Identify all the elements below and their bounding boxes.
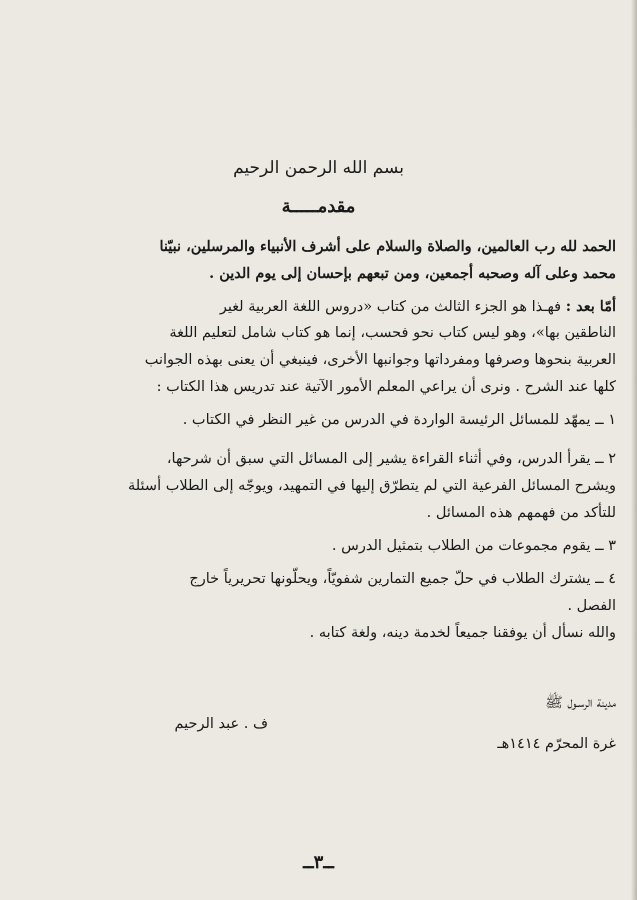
amma-rest: فهـذا هو الجزء الثالث من كتاب «دروس اللغة العربية لغير [219,299,562,315]
intro-line-1: الحمد لله رب العالمين، والصلاة والسلام على أشرف الأنبياء والمرسلين، نبيّنا [159,238,616,255]
signature-city: مدينة الرسـول ﷺ [545,695,616,711]
page-number: ــ٣ــ [303,852,334,873]
intro-line-2: محمد وعلى آله وصحبه أجمعين، ومن تبعهم بإحسان إلى يوم الدين . [209,265,616,282]
closing-line: والله نسأل أن يوفقنا جميعاً لخدمة دينه، ولغة كتابه . [309,625,616,641]
item-2-line-3: للتأكد من فهمهم هذه المسائل . [426,505,616,521]
item-4-line-1: ٤ ــ يشترك الطلاب في حلّ جميع التمارين شفويّاً، ويحلّونها تحريرياً خارج [189,571,616,587]
page-edge-shadow [631,0,637,900]
signature-date: غرة المحرّم ١٤١٤هـ [497,736,616,752]
paragraph-line-3: كلها عند الشرح . ونرى أن يراعي المعلم الأمور الآتية عند تدريس هذا الكتاب : [156,379,616,395]
amma-lead: أمّا بعد : [565,298,616,315]
basmala: بسم الله الرحمن الرحيم [233,158,404,178]
amma-line [92,293,616,320]
paragraph-line-2: العربية بنحوها وصرفها ومفرداتها وجوانبها الأخرى، فينبغي أن يعنى بهذه الجوانب [144,352,616,368]
item-2-line-2: ويشرح المسائل الفرعية التي لم يتطرّق إليها في التمهيد، ويوجّه إلى الطلاب أسئلة [127,478,616,494]
page-title: مقدمـــــة [281,196,356,217]
signature-author: ف . عبد الرحيم [174,716,268,732]
introduction-body [92,233,616,647]
item-1-line-1: ١ ــ يمهّد للمسائل الرئيسة الواردة في الدرس من غير النظر في الكتاب . [182,412,616,428]
paragraph-line-1: الناطقين بها»، وهو ليس كتاب نحو فحسب، إنما هو كتاب شامل لتعليم اللغة [169,325,616,341]
item-2-line-1: ٢ ــ يقرأ الدرس، وفي أثناء القراءة يشير إلى المسائل التي سبق أن شرحها، [166,451,616,467]
item-4-line-2: الفصل . [567,598,616,614]
item-3-line-1: ٣ ــ يقوم مجموعات من الطلاب بتمثيل الدرس . [331,538,616,554]
